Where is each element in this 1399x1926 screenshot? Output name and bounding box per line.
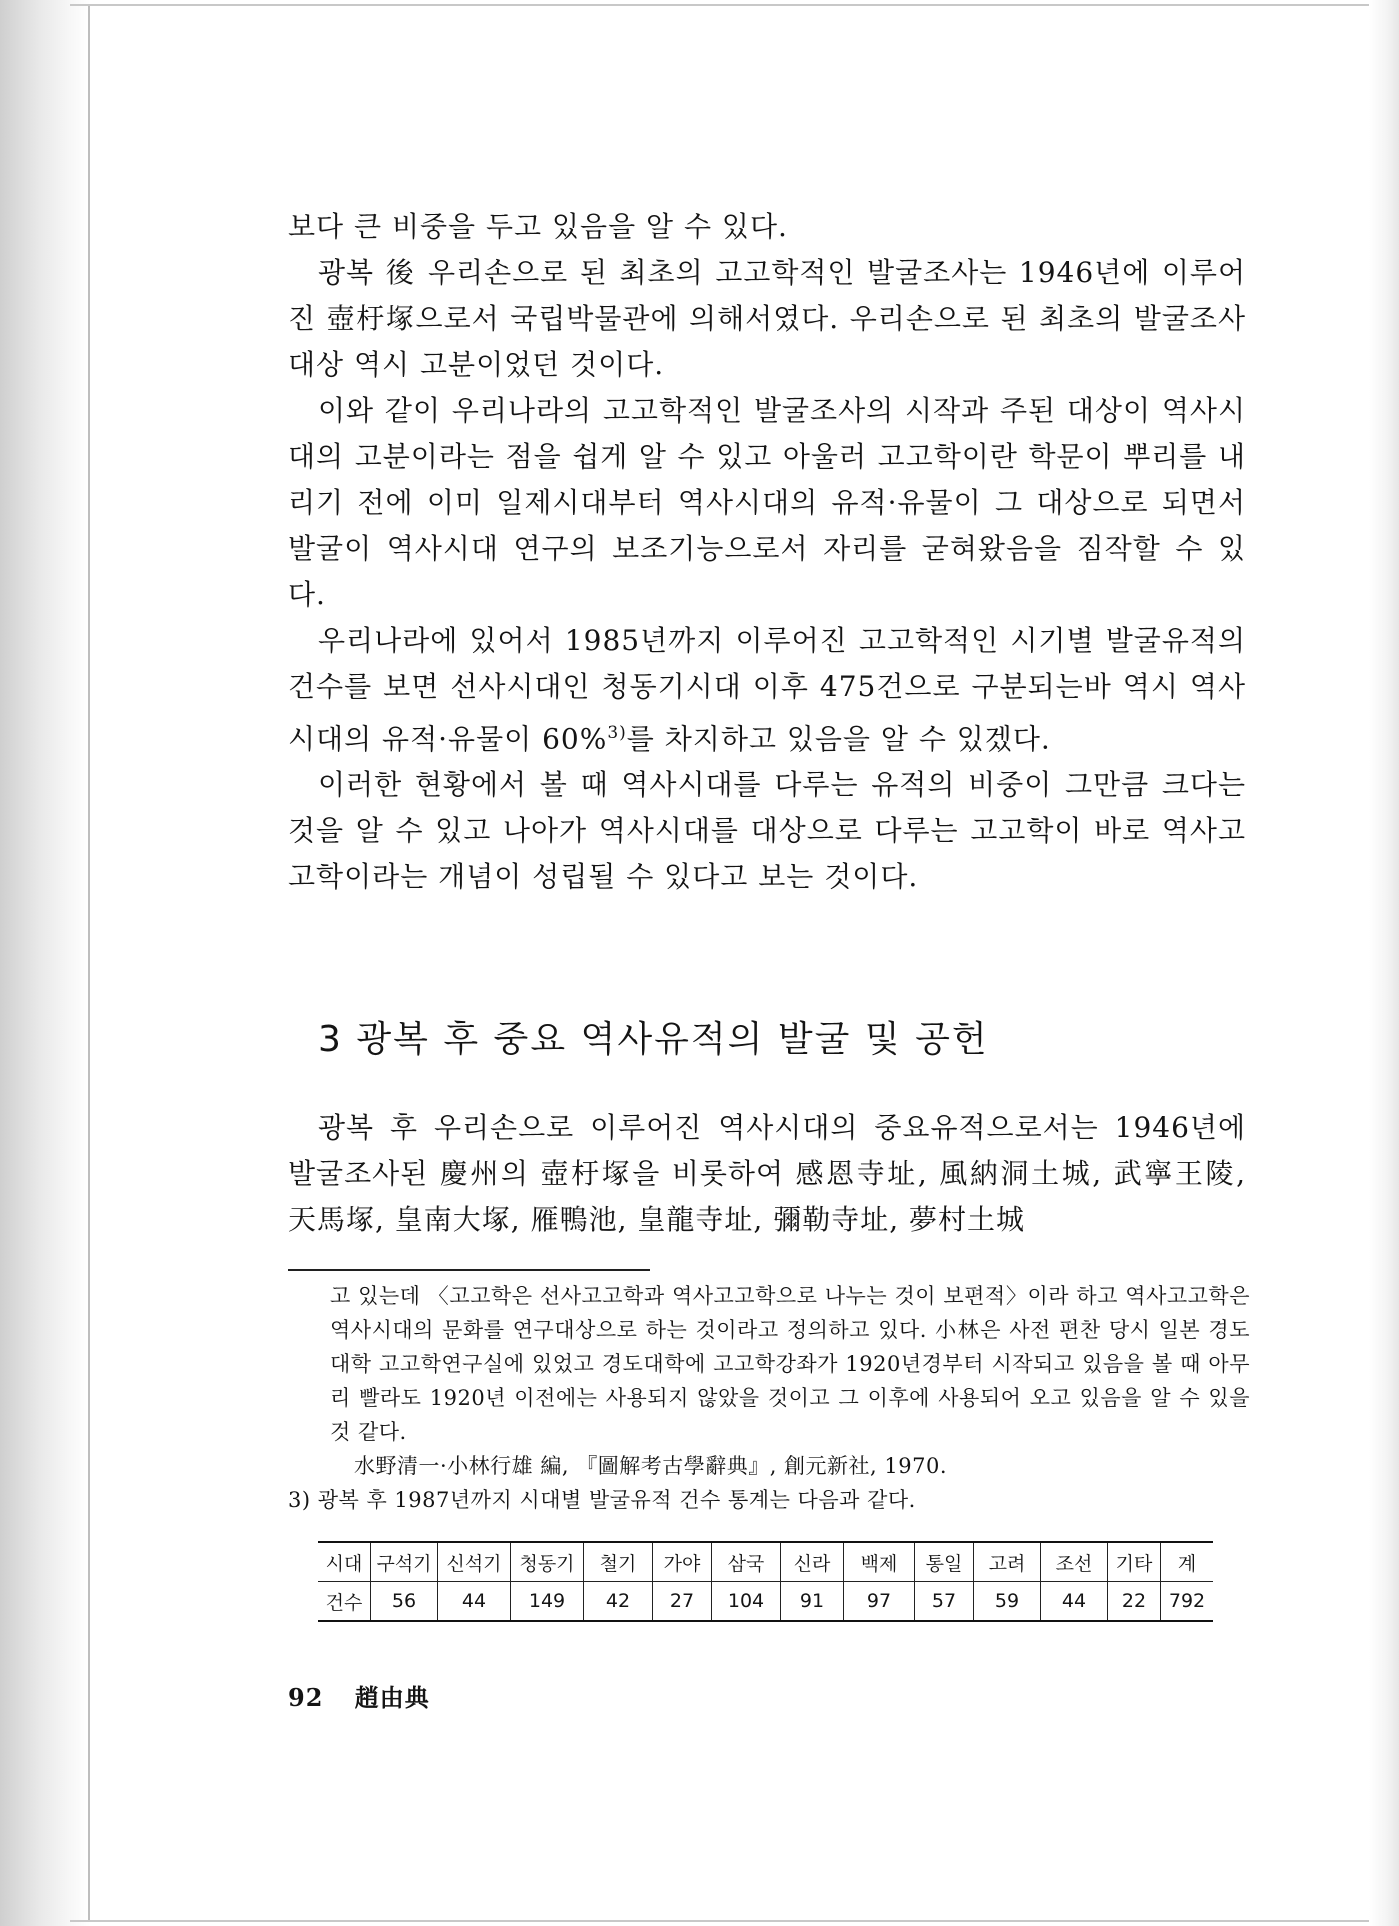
footnote-ref: 3) — [607, 723, 627, 743]
paragraph: 이러한 현황에서 볼 때 역사시대를 다루는 유적의 비중이 그만큼 크다는 것을 알 수 있고 나아가 역사시대를 대상으로 다루는 고고학이 바로 역사고고학이라는 개념이 성립될 수 있다고 보는 것이다. — [288, 768, 1246, 894]
table-cell: 792 — [1161, 1582, 1214, 1622]
table-cell: 건수 — [318, 1582, 371, 1622]
table-cell: 철기 — [584, 1542, 653, 1582]
footnote-citation: 水野清一·小林行雄 編, 『圖解考古學辭典』, 創元新社, 1970. — [354, 1454, 948, 1478]
table-cell: 백제 — [844, 1542, 915, 1582]
table-cell: 가야 — [653, 1542, 712, 1582]
footnotes — [288, 1279, 1250, 1517]
table-cell: 97 — [844, 1582, 915, 1622]
paragraph-text: 를 차지하고 있음을 알 수 있겠다. — [626, 722, 1051, 756]
table-cell: 149 — [511, 1582, 584, 1622]
table-cell: 시대 — [318, 1542, 371, 1582]
table-header-row — [318, 1542, 1213, 1582]
table-cell: 44 — [1041, 1582, 1108, 1622]
table-row — [318, 1582, 1213, 1622]
section-heading: 3 광복 후 중요 역사유적의 발굴 및 공헌 — [318, 1019, 989, 1060]
excavation-stats-table — [318, 1541, 1213, 1622]
paragraph: 보다 큰 비중을 두고 있음을 알 수 있다. — [288, 210, 788, 243]
paragraph: 광복 後 우리손으로 된 최초의 고고학적인 발굴조사는 1946년에 이루어진 壺杅塚으로서 국립박물관에 의해서였다. 우리손으로 된 최초의 발굴조사 대상 역시 고분이었던 것이다. — [288, 256, 1246, 381]
section-body — [288, 1105, 1246, 1243]
table-cell: 계 — [1161, 1542, 1214, 1582]
table-cell: 기타 — [1108, 1542, 1161, 1582]
body-text — [288, 204, 1246, 900]
table-cell: 91 — [781, 1582, 844, 1622]
table-cell: 구석기 — [371, 1542, 438, 1582]
table-cell: 104 — [712, 1582, 781, 1622]
table-cell: 고려 — [974, 1542, 1041, 1582]
page-number: 92 — [288, 1683, 324, 1712]
table-cell: 59 — [974, 1582, 1041, 1622]
table-cell: 조선 — [1041, 1542, 1108, 1582]
page-shadow — [1369, 0, 1399, 1926]
table-cell: 42 — [584, 1582, 653, 1622]
page-footer — [288, 1678, 430, 1713]
table-cell: 27 — [653, 1582, 712, 1622]
paragraph — [288, 618, 1246, 762]
table-cell: 삼국 — [712, 1542, 781, 1582]
footnote-3: 3) 광복 후 1987년까지 시대별 발굴유적 건수 통계는 다음과 같다. — [288, 1488, 916, 1512]
paragraph: 이와 같이 우리나라의 고고학적인 발굴조사의 시작과 주된 대상이 역사시대의 고분이라는 점을 쉽게 알 수 있고 아울러 고고학이란 학문이 뿌리를 내리기 전에 이미 일제시대부터 역사시대의 유적·유물이 그 대상으로 되면서 발굴이 역사시대 연구의 보조기능으로서 자리를 굳혀왔음을 짐작할 수 있다. — [288, 394, 1246, 611]
table-cell: 청동기 — [511, 1542, 584, 1582]
footnote-continued: 고 있는데 〈고고학은 선사고고학과 역사고고학으로 나누는 것이 보편적〉이라 하고 역사고고학은 역사시대의 문화를 연구대상으로 하는 것이라고 정의하고 있다. 小林은 사전 편찬 당시 일본 경도대학 고고학연구실에 있었고 경도대학에 고고학강좌가 1920년경부터 시작되고 있음을 볼 때 아무리 빨라도 1920년 이전에는 사용되지 않았을 것이고 그 이후에 사용되어 오고 있음을 알 수 있을 것 같다. — [330, 1284, 1250, 1444]
author-name: 趙由典 — [354, 1683, 430, 1712]
paragraph: 광복 후 우리손으로 이루어진 역사시대의 중요유적으로서는 1946년에 발굴조사된 慶州의 壺杅塚을 비롯하여 感恩寺址, 風納洞土城, 武寧王陵, 天馬塚, 皇南大塚, 雁鴨池, 皇龍寺址, 彌勒寺址, 夢村土城 — [288, 1111, 1246, 1236]
table-cell: 신석기 — [438, 1542, 511, 1582]
table-cell: 44 — [438, 1582, 511, 1622]
footnote-divider — [288, 1269, 650, 1271]
paragraph-text: 우리나라에 있어서 1985년까지 이루어진 고고학적인 시기별 발굴유적의 건수를 보면 선사시대인 청동기시대 이후 475건으로 구분되는바 역시 역사시대의 유적·유물이 60% — [288, 624, 1246, 756]
table-cell: 신라 — [781, 1542, 844, 1582]
table-cell: 22 — [1108, 1582, 1161, 1622]
table-cell: 56 — [371, 1582, 438, 1622]
table-cell: 57 — [915, 1582, 974, 1622]
table-cell: 통일 — [915, 1542, 974, 1582]
